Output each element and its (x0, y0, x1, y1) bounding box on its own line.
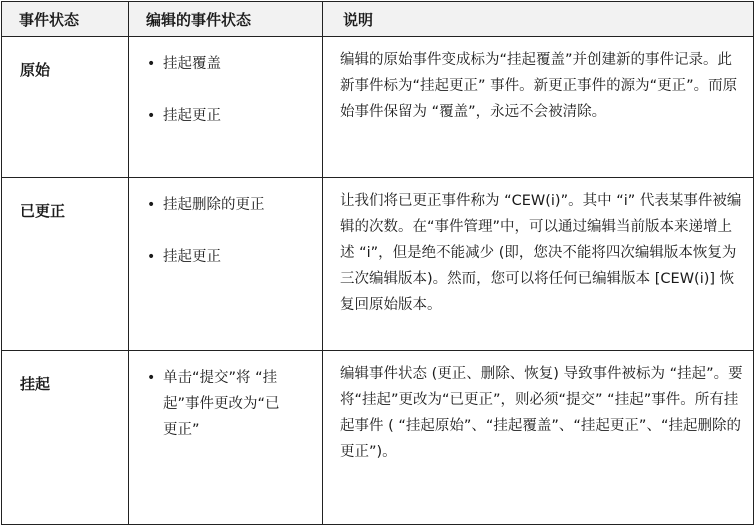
list-item: • 挂起覆盖 (147, 51, 322, 77)
cell-description (323, 178, 754, 351)
cell-state (2, 37, 129, 178)
table-row (2, 178, 754, 351)
list-item: • 单击“提交”将 “挂起”事件更改为“已更正” (147, 365, 322, 443)
table-header-row (2, 2, 754, 37)
list-item: • 挂起更正 (147, 244, 322, 270)
state-label: 原始 (20, 61, 51, 79)
description-text: 编辑的原始事件变成标为“挂起覆盖”并创建新的事件记录。此新事件标为“挂起更正” 事件。新更正事件的源为“更正”。而原始事件保留为 “覆盖”，永远不会被清除。 (340, 52, 738, 120)
cell-edited (129, 37, 323, 178)
description-text: 编辑事件状态 (更正、删除、恢复) 导致事件被标为 “挂起”。要将“挂起”更改为“已更正”，则必须“提交” “挂起”事件。所有挂起事件 ( “挂起原始”、“挂起覆盖”、“挂起更正”、“挂起删除的更正”)。 (340, 366, 743, 460)
event-state-table (1, 1, 754, 525)
table-row (2, 37, 754, 178)
description-text: 让我们将已更正事件称为 “CEW(i)”。其中 “i” 代表某事件被编辑的次数。在“事件管理”中，可以通过编辑当前版本来递增上述 “i”，但是绝不能减少 (即，您决不能将四次编辑版本恢复为三次编辑版本)。然而，您可以将任何已编辑版本 [CEW(i)] 恢复回原始版本。 (340, 193, 742, 313)
header-description: 说明 (323, 2, 754, 37)
cell-state (2, 351, 129, 525)
table-row (2, 351, 754, 525)
header-edited-event-state: 编辑的事件状态 (129, 2, 323, 37)
edited-state-list (129, 351, 322, 443)
cell-description (323, 37, 754, 178)
cell-edited (129, 351, 323, 525)
edited-state-list (129, 178, 322, 270)
cell-description (323, 351, 754, 525)
cell-state (2, 178, 129, 351)
edited-state-list (129, 37, 322, 129)
cell-edited (129, 178, 323, 351)
state-label: 挂起 (20, 375, 51, 393)
list-item: • 挂起删除的更正 (147, 192, 322, 218)
header-event-state: 事件状态 (2, 2, 129, 37)
state-label: 已更正 (20, 202, 66, 220)
list-item: • 挂起更正 (147, 103, 322, 129)
